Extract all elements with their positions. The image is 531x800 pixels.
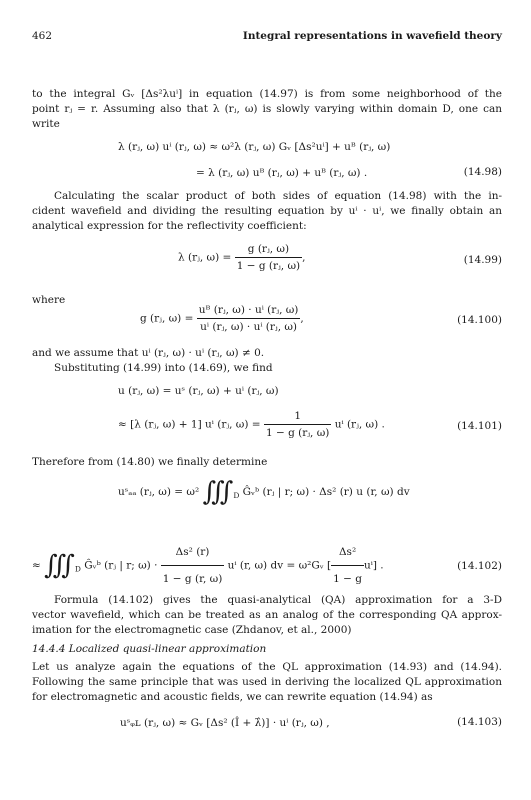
equation-text: uⁱ (r, ω) dv = ω²Gᵥ <box>227 559 324 572</box>
paragraph-line: point rⱼ = r. Assuming also that λ (rⱼ, ω) is slowly varying within domain D, one can <box>32 103 502 115</box>
section-heading: 14.4.4 Localized quasi-linear approximation <box>32 643 267 655</box>
paragraph-line: Calculating the scalar product of both sides of equation (14.98) with the in- <box>54 190 502 202</box>
fraction-numerator: 1 <box>264 409 331 425</box>
equation-qa <box>118 477 410 508</box>
equation-text: ≈ [λ (rⱼ, ω) + 1] uⁱ (rⱼ, ω) = <box>118 418 261 431</box>
paragraph-line: Let us analyze again the equations of the QL approximation (14.93) and (14.94). <box>32 661 502 673</box>
fraction <box>161 540 225 591</box>
equation-number: (14.102) <box>457 560 502 572</box>
equation-number: (14.99) <box>463 254 502 266</box>
fraction-denominator: 1 − g (r, ω) <box>162 573 223 585</box>
fraction-denominator: 1 − g (rⱼ, ω) <box>236 260 301 272</box>
equation-number: (14.100) <box>457 314 502 326</box>
paragraph-line: for electromagnetic and acoustic fields, we can rewrite equation (14.94) as <box>32 691 433 703</box>
equation-rhs: Ĝᵥᵇ (rⱼ | r; ω) · Δs² (r) u (r, ω) dv <box>242 486 410 498</box>
fraction <box>235 242 302 273</box>
equation-text: uⁱ (rⱼ, ω) . <box>334 418 385 431</box>
paragraph-line: Substituting (14.99) into (14.69), we find <box>54 362 273 374</box>
fraction-denominator: 1 − g (rⱼ, ω) <box>265 427 330 439</box>
paragraph-line: and we assume that uⁱ (rⱼ, ω) · uⁱ (rⱼ, ω) ≠ 0. <box>32 347 265 359</box>
fraction <box>197 303 301 334</box>
page-header <box>32 30 502 46</box>
equation-text: uⁱ <box>364 559 373 572</box>
fraction-denominator: uⁱ (rⱼ, ω) · uⁱ (rⱼ, ω) <box>200 321 298 333</box>
fraction <box>331 540 364 591</box>
page-number: 462 <box>32 30 53 42</box>
equation-text: ≈ <box>32 559 41 572</box>
equation-14-101-line2 <box>118 409 385 440</box>
equation-lhs: λ (rⱼ, ω) = <box>178 251 232 264</box>
equation-lhs: uˢₐₐ (rⱼ, ω) = ω² <box>118 486 200 498</box>
fraction-numerator: g (rⱼ, ω) <box>235 242 302 258</box>
equation-14-102: ≈ $∭_D$ Ĝᵥᵇ (rⱼ | r; ω) · $\frac{\text{Δs² (r)}}{1 - g (r, \omega)}$ uⁱ (r, ω) dv = ω²Gᵥ [ $\frac{\text{Δs²}}{1 - g}$ uⁱ] . <box>32 540 384 591</box>
equation-text: Ĝᵥᵇ (rⱼ | r; ω) · <box>84 559 158 572</box>
fraction-numerator: Δs² <box>331 540 364 566</box>
fraction-numerator: Δs² (r) <box>161 540 225 566</box>
equation-14-103: uˢᵩʟ (rⱼ, ω) ≈ Gᵥ [Δs² (Î + λ̂)] · uⁱ (rⱼ, ω) , <box>120 717 330 729</box>
paragraph-line: write <box>32 118 60 130</box>
paragraph-line: Formula (14.102) gives the quasi-analytical (QA) approximation for a 3-D <box>54 594 502 606</box>
fraction-numerator: uᴮ (rⱼ, ω) · uⁱ (rⱼ, ω) <box>197 303 301 319</box>
paragraph-line: imation for the electromagnetic case (Zhdanov, et al., 2000) <box>32 624 352 636</box>
integration-domain: D <box>233 491 240 500</box>
paragraph-line: analytical expression for the reflectivity coefficient: <box>32 220 307 232</box>
equation-number: (14.103) <box>457 716 502 728</box>
paragraph-line: vector wavefield, which can be treated as an analog of the corresponding QA approx- <box>32 609 502 621</box>
equation-14-100: g (rⱼ, ω) = $\frac{\text{uᴮ (rⱼ, ω) · uⁱ (rⱼ, ω)}}{\text{uⁱ (rⱼ, ω) · uⁱ (rⱼ, ω)}}$ , <box>140 304 304 333</box>
equation-lhs: g (rⱼ, ω) = <box>140 312 194 325</box>
equation-number: (14.98) <box>463 166 502 178</box>
triple-integral-sign: ∭ <box>202 477 234 507</box>
equation-number: (14.101) <box>457 420 502 432</box>
equation-14-101-line1: u (rⱼ, ω) = uˢ (rⱼ, ω) + uⁱ (rⱼ, ω) <box>118 385 279 397</box>
paragraph-line: to the integral Gᵥ [Δs²λuⁱ] in equation (14.97) is from some neighborhood of the <box>32 88 502 100</box>
integration-domain: D <box>74 564 81 574</box>
paragraph-line: Following the same principle that was used in deriving the localized QL approximation <box>32 676 502 688</box>
running-head: Integral representations in wavefield theory <box>242 30 502 42</box>
where-label: where <box>32 294 66 306</box>
equation-14-98-line2: = λ (rⱼ, ω) uᴮ (rⱼ, ω) + uᴮ (rⱼ, ω) . <box>196 167 368 179</box>
triple-integral-sign: ∭ <box>44 550 75 581</box>
paragraph-line: Therefore from (14.80) we finally determine <box>32 456 268 468</box>
fraction <box>264 409 331 440</box>
equation-14-99: λ (rⱼ, ω) = $\frac{\text{g (rⱼ, ω)}}{\text{1 − g (rⱼ, ω)}}$ , <box>178 243 306 272</box>
equation-14-98-line1: λ (rⱼ, ω) uⁱ (rⱼ, ω) ≈ ω²λ (rⱼ, ω) Gᵥ [Δs²uⁱ] + uᴮ (rⱼ, ω) <box>118 141 391 153</box>
fraction-denominator: 1 − g <box>333 573 362 585</box>
paragraph-line: cident wavefield and dividing the resulting equation by uⁱ · uⁱ, we finally obtain an <box>32 205 502 217</box>
